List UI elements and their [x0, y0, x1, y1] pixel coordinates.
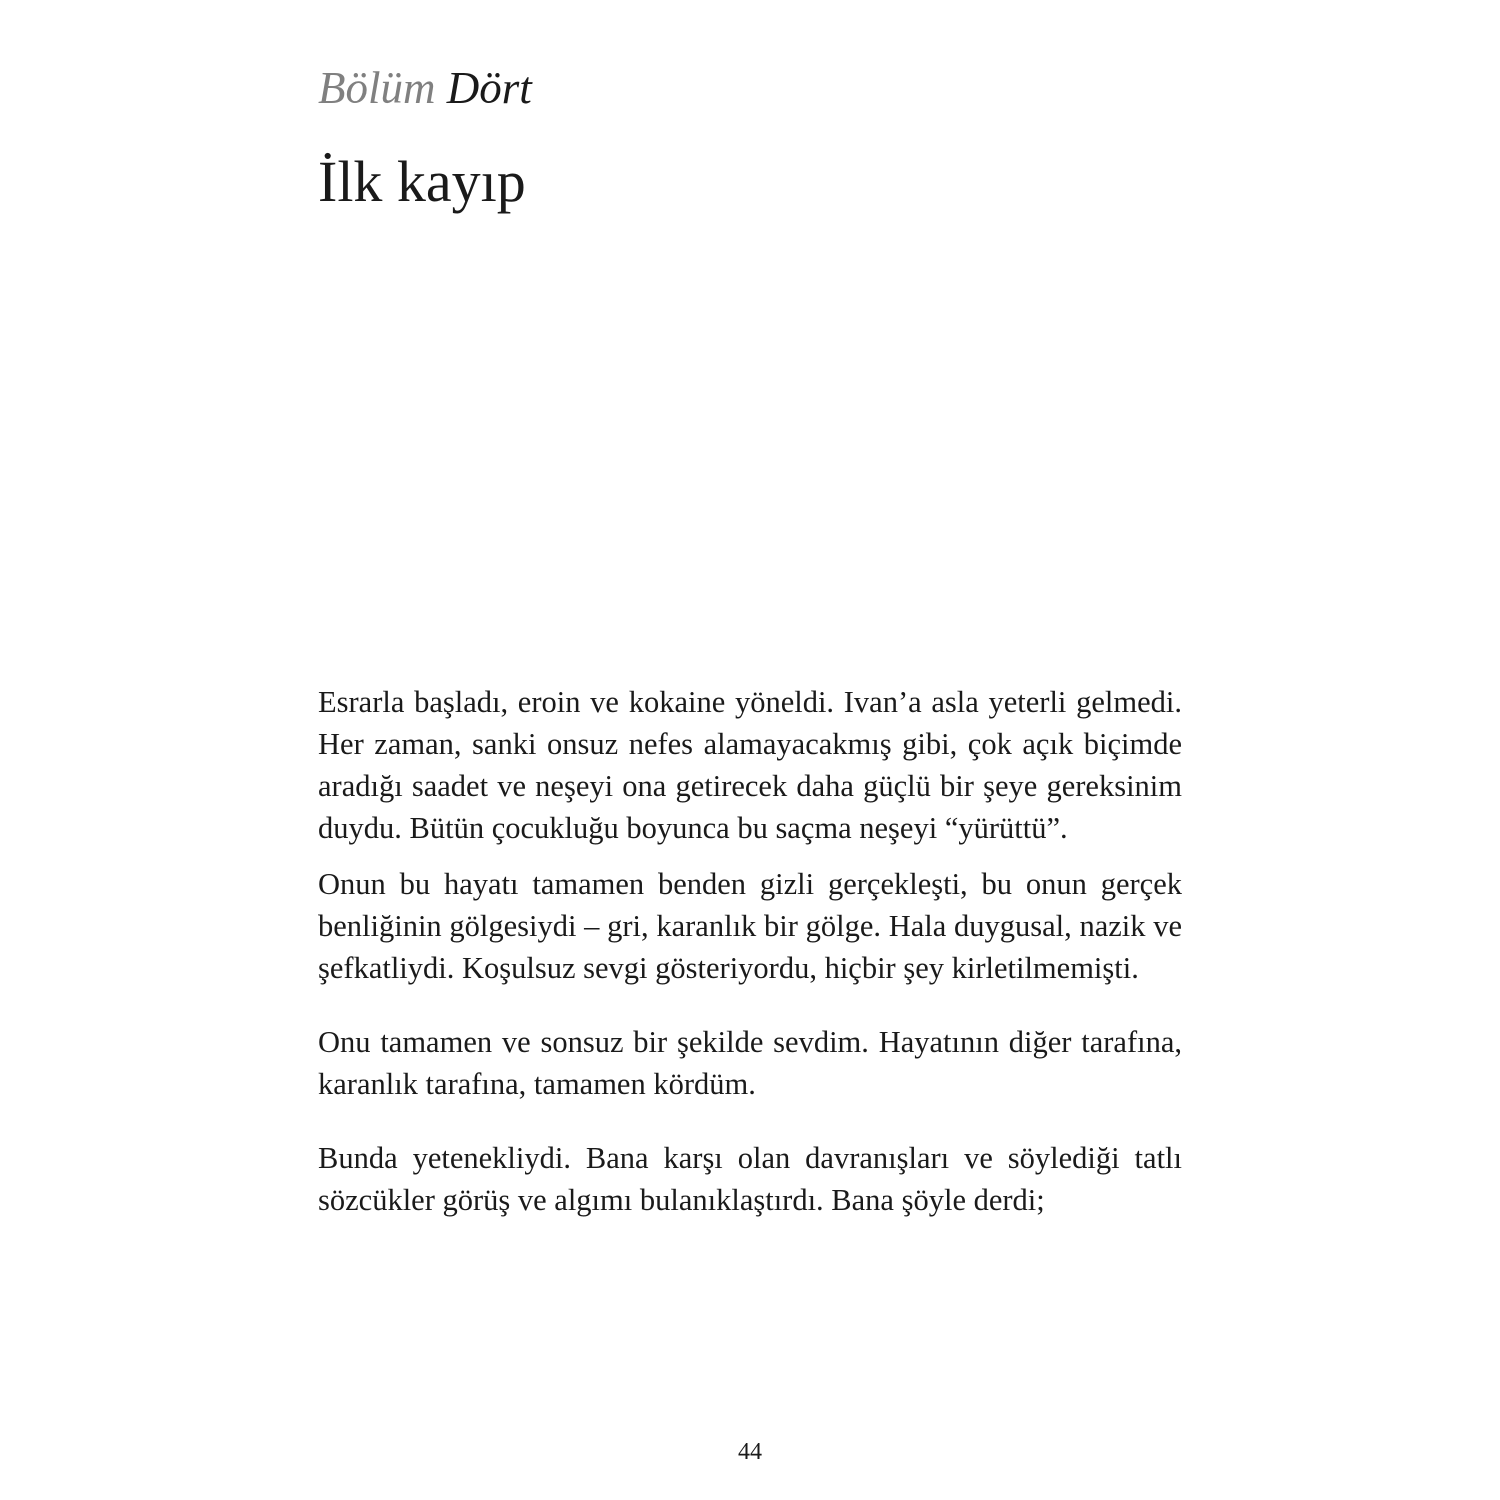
chapter-label-word: Bölüm: [318, 63, 436, 113]
paragraph-4: Bunda yetenekliydi. Bana karşı olan davranışları ve söylediği tatlı sözcükler görüş ve algımı bulanıklaştırdı. Bana şöyle derdi;: [318, 1141, 1182, 1217]
chapter-label: [318, 58, 532, 118]
chapter-title: İlk kayıp: [318, 149, 526, 214]
paragraph-2: Onun bu hayatı tamamen benden gizli gerçekleşti, bu onun gerçek benliğinin gölgesiydi – gri, karanlık bir gölge. Hala duygusal, nazik ve şefkatliydi. Koşulsuz sevgi gösteriyordu, hiçbir şey kirletilmemişti.: [318, 867, 1182, 985]
page-number: 44: [738, 1439, 762, 1465]
paragraph-3: Onu tamamen ve sonsuz bir şekilde sevdim. Hayatının diğer tarafına, karanlık tarafına, tamamen kördüm.: [318, 1025, 1182, 1101]
body-text: [318, 681, 1182, 1221]
chapter-label-number: Dört: [446, 63, 532, 113]
paragraph-1: Esrarla başladı, eroin ve kokaine yöneldi. Ivan’a asla yeterli gelmedi. Her zaman, sanki onsuz nefes alamayacakmış gibi, çok açık biçimde aradığı saadet ve neşeyi ona getirecek daha güçlü bir şeye gereksinim duydu. Bütün çocukluğu boyunca bu saçma neşeyi “yürüttü”.: [318, 685, 1182, 845]
